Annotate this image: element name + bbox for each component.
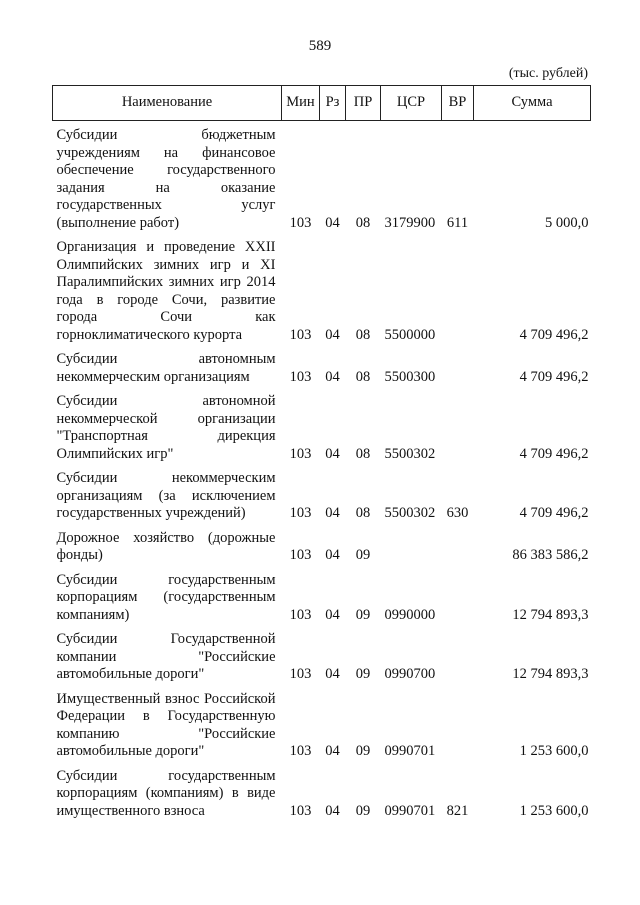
- row-vr: 611: [446, 214, 469, 231]
- row-sum: 5 000,0: [545, 214, 589, 231]
- row-csr: 3179900: [384, 214, 436, 231]
- row-sum: 12 794 893,3: [512, 606, 589, 623]
- row-min: 103: [289, 368, 312, 385]
- row-min: 103: [289, 505, 312, 521]
- budget-table: [52, 85, 591, 820]
- row-rz: 04: [325, 326, 340, 343]
- row-min: 103: [289, 326, 312, 343]
- header-pr: ПР: [346, 86, 381, 121]
- row-rz: 04: [325, 606, 340, 623]
- row-pr: 09: [355, 547, 371, 563]
- row-vr: 821: [446, 802, 469, 819]
- table-row: [53, 761, 591, 821]
- table-row: [53, 624, 591, 684]
- row-sum: 4 709 496,2: [519, 445, 589, 462]
- row-name: Организация и проведение XXII Олимпийских зимних игр и XI Паралимпийских зимних игр 2014 года в городе Сочи, развитие города Сочи как горноклиматического курорта: [56, 239, 276, 343]
- row-csr: 5500300: [384, 368, 436, 385]
- row-vr: 630: [446, 505, 469, 521]
- header-vr: ВР: [442, 86, 474, 121]
- row-pr: 08: [355, 445, 371, 462]
- row-rz: 04: [325, 505, 340, 521]
- row-vr: [442, 523, 474, 565]
- table-row: [53, 386, 591, 463]
- row-vr: [442, 386, 474, 463]
- row-rz: 04: [325, 743, 340, 759]
- table-row: [53, 463, 591, 523]
- row-csr: 0990700: [384, 666, 436, 682]
- row-min: 103: [289, 802, 312, 819]
- row-min: 103: [289, 547, 312, 563]
- row-pr: 09: [355, 666, 371, 682]
- header-rz: Рз: [320, 86, 346, 121]
- row-name: Субсидии автономным некоммерческим организациям: [56, 351, 276, 385]
- row-name: Субсидии Государственной компании "Российские автомобильные дороги": [56, 631, 276, 682]
- row-name: Субсидии государственным корпорациям (государственным компаниям): [56, 571, 276, 623]
- table-row: [53, 684, 591, 761]
- row-rz: 04: [325, 802, 340, 819]
- row-sum: 4 709 496,2: [519, 326, 589, 343]
- row-csr: [381, 523, 442, 565]
- row-min: 103: [289, 666, 312, 682]
- row-pr: 09: [355, 802, 371, 819]
- table-row: [53, 232, 591, 344]
- row-pr: 08: [355, 505, 371, 521]
- row-pr: 09: [355, 606, 371, 623]
- row-pr: 08: [355, 368, 371, 385]
- page-number: 589: [308, 38, 332, 54]
- row-csr: 5500302: [384, 445, 436, 462]
- row-name: Субсидии государственным корпорациям (компаниям) в виде имущественного взноса: [56, 767, 276, 819]
- row-sum: 86 383 586,2: [512, 547, 589, 563]
- row-name: Имущественный взнос Российской Федерации в Государственную компанию "Российские автомобильные дороги": [56, 690, 276, 759]
- table-row: [53, 565, 591, 625]
- table-header-row: [53, 86, 591, 121]
- table-row: [53, 523, 591, 565]
- row-name: Субсидии автономной некоммерческой организации "Транспортная дирекция Олимпийских игр": [56, 393, 276, 462]
- row-min: 103: [289, 445, 312, 462]
- row-vr: [442, 232, 474, 344]
- row-pr: 09: [355, 743, 371, 759]
- header-min: Мин: [282, 86, 320, 121]
- row-csr: 5500000: [384, 326, 436, 343]
- row-name: Субсидии некоммерческим организациям (за исключением государственных учреждений): [56, 470, 276, 521]
- row-vr: [442, 344, 474, 386]
- row-sum: 4 709 496,2: [519, 505, 589, 521]
- row-csr: 0990701: [384, 802, 436, 819]
- row-sum: 4 709 496,2: [519, 368, 589, 385]
- row-pr: 08: [355, 214, 371, 231]
- row-rz: 04: [325, 445, 340, 462]
- header-csr: ЦСР: [381, 86, 442, 121]
- row-min: 103: [289, 743, 312, 759]
- row-min: 103: [289, 606, 312, 623]
- row-sum: 1 253 600,0: [519, 743, 589, 759]
- row-csr: 0990701: [384, 743, 436, 759]
- header-sum: Сумма: [474, 86, 591, 121]
- row-rz: 04: [325, 666, 340, 682]
- row-sum: 12 794 893,3: [512, 666, 589, 682]
- row-vr: [442, 565, 474, 625]
- row-sum: 1 253 600,0: [519, 802, 589, 819]
- row-vr: [442, 624, 474, 684]
- table-row: [53, 344, 591, 386]
- row-vr: [442, 684, 474, 761]
- row-csr: 0990000: [384, 606, 436, 623]
- row-pr: 08: [355, 326, 371, 343]
- row-rz: 04: [325, 368, 340, 385]
- row-min: 103: [289, 214, 312, 231]
- row-rz: 04: [325, 214, 340, 231]
- row-name: Дорожное хозяйство (дорожные фонды): [56, 529, 276, 563]
- units-note: (тыс. рублей): [508, 66, 588, 81]
- table-row: [53, 121, 591, 233]
- row-rz: 04: [325, 547, 340, 563]
- row-csr: 5500302: [384, 505, 436, 521]
- header-name: Наименование: [53, 86, 282, 121]
- row-name: Субсидии бюджетным учреждениям на финансовое обеспечение государственного задания на оказание государственных услуг (выполнение работ): [56, 127, 276, 231]
